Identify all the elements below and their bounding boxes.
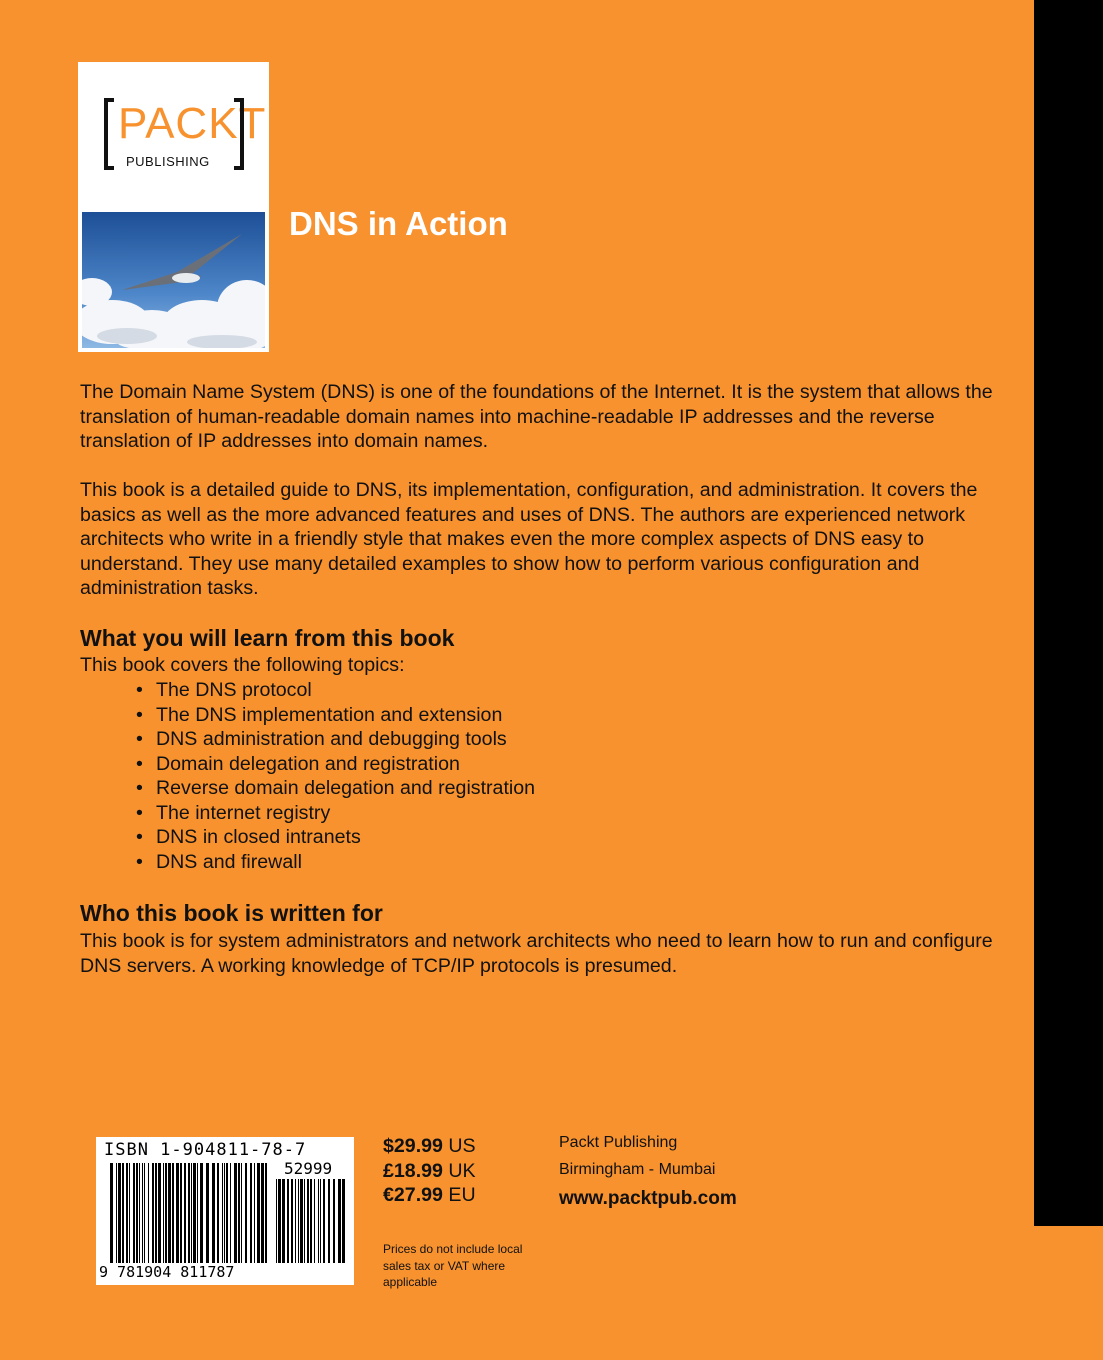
barcode-bar [129, 1163, 130, 1263]
barcode-bar [176, 1163, 179, 1263]
ean-number: 9 781904 811787 [99, 1263, 235, 1281]
barcode-addon-bars [276, 1179, 348, 1263]
barcode-bar [245, 1163, 247, 1263]
isbn-barcode [96, 1137, 354, 1285]
barcode-bar [282, 1179, 285, 1263]
barcode-bar [338, 1179, 341, 1263]
barcode-bar [265, 1163, 267, 1263]
topic-item: • DNS and firewall [136, 850, 535, 875]
barcode-bar [241, 1163, 242, 1263]
publisher-location: Birmingham - Mumbai [559, 1161, 716, 1178]
barcode-bar [318, 1179, 319, 1263]
barcode-bar [116, 1163, 117, 1263]
barcode-bar [238, 1163, 240, 1263]
barcode-bar [136, 1163, 138, 1263]
barcode-bar [250, 1163, 252, 1263]
barcode-bar [278, 1179, 281, 1263]
barcode-bar [234, 1163, 237, 1263]
barcode-bar [307, 1179, 309, 1263]
barcode-bar [254, 1163, 255, 1263]
barcode-bar [200, 1163, 203, 1263]
logo-subtitle: PUBLISHING [126, 154, 210, 169]
topic-item: • The internet registry [136, 801, 535, 826]
topic-item: • The DNS implementation and extension [136, 703, 535, 728]
barcode-bar [261, 1163, 264, 1263]
topic-item: • The DNS protocol [136, 678, 535, 703]
price-amount: £18.99 [383, 1159, 443, 1182]
barcode-bar [139, 1163, 140, 1263]
barcode-bar [291, 1179, 293, 1263]
seagull-sky-photo [82, 212, 265, 348]
packt-logo [104, 98, 267, 170]
publisher-url[interactable]: www.packtpub.com [559, 1188, 737, 1209]
price-currency: EU [448, 1184, 476, 1206]
logo-wordmark: PACKT [118, 99, 267, 148]
price-currency: UK [448, 1159, 476, 1182]
price-amount: $29.99 [383, 1135, 443, 1157]
barcode-bar [276, 1179, 277, 1263]
barcode-bar [230, 1163, 231, 1263]
barcode-bar [342, 1179, 345, 1263]
barcode-bar [226, 1163, 228, 1263]
intro-paragraph: The Domain Name System (DNS) is one of the foundations of the Internet. It is the system that allows the translation of human-readable domain names into machine-readable IP addresses and the reverse translation of IP addresses into domain names. [80, 381, 993, 452]
barcode-bar [118, 1163, 121, 1263]
barcode-bar [304, 1179, 305, 1263]
spine-strip [1034, 0, 1103, 1226]
barcode-bar [193, 1163, 196, 1263]
barcode-bar [300, 1179, 303, 1263]
barcode-bar [310, 1179, 312, 1263]
barcode-bar [295, 1179, 296, 1263]
topics-intro: This book covers the following topics: [80, 654, 405, 676]
price-note: Prices do not include local sales tax or VAT where applicable [383, 1242, 523, 1289]
barcode-bar [320, 1179, 321, 1263]
topic-item: • Domain delegation and registration [136, 752, 535, 777]
barcode-bar [197, 1163, 198, 1263]
book-title: DNS in Action [289, 205, 508, 242]
barcode-bar [287, 1179, 289, 1263]
topics-list [136, 678, 535, 874]
barcode-bar [191, 1163, 192, 1263]
barcode-bar [298, 1179, 299, 1263]
publisher-name: Packt Publishing [559, 1134, 678, 1151]
logo-bracket-left [104, 98, 114, 170]
audience-heading: Who this book is written for [80, 900, 383, 926]
barcode-bar [217, 1163, 219, 1263]
price-list [383, 1134, 476, 1208]
barcode-addon-number: 52999 [284, 1159, 333, 1178]
barcode-bar [224, 1163, 225, 1263]
description-paragraph: This book is a detailed guide to DNS, its implementation, configuration, and administration. It covers the basics as well as the more advanced features and uses of DNS. The authors are experienced network architects who write in a friendly style that makes even the more complex aspects of DNS easy to understand. They use many detailed examples to show how to perform various configuration and administration tasks. [80, 479, 978, 599]
barcode-bar [158, 1163, 161, 1263]
barcode-bar [328, 1179, 330, 1263]
barcode-bar [142, 1163, 143, 1263]
barcode-bar [180, 1163, 182, 1263]
barcode-bar [222, 1163, 223, 1263]
learn-heading: What you will learn from this book [80, 625, 455, 651]
barcode-bar [168, 1163, 171, 1263]
barcode-bar [163, 1163, 164, 1263]
topic-item: • Reverse domain delegation and registration [136, 776, 535, 801]
spine-bottom [1034, 1226, 1103, 1360]
topic-item: • DNS in closed intranets [136, 825, 535, 850]
barcode-bar [323, 1179, 325, 1263]
cover-thumbnail [78, 62, 269, 352]
barcode-bar [333, 1179, 335, 1263]
barcode-bar [155, 1163, 157, 1263]
topic-item: • DNS administration and debugging tools [136, 727, 535, 752]
barcode-bar [148, 1163, 149, 1263]
price-currency: US [448, 1135, 476, 1157]
barcode-bar [133, 1163, 135, 1263]
price-uk [383, 1159, 476, 1184]
barcode-bar [257, 1163, 260, 1263]
publisher-info [559, 1134, 737, 1215]
barcode-bar [172, 1163, 174, 1263]
audience-paragraph: This book is for system administrators and network architects who need to learn how to run and configure DNS servers. A working knowledge of TCP/IP protocols is presumed. [80, 930, 993, 977]
price-amount: €27.99 [383, 1184, 443, 1206]
price-us [383, 1134, 476, 1159]
barcode-bar [126, 1163, 128, 1263]
barcode-bar [212, 1163, 215, 1263]
barcode-bar [165, 1163, 167, 1263]
isbn-label: ISBN 1-904811-78-7 [104, 1140, 307, 1160]
barcode-bar [314, 1179, 315, 1263]
barcode-bar [152, 1163, 154, 1263]
barcode-bar [206, 1163, 209, 1263]
barcode-bar [144, 1163, 145, 1263]
barcode-bar [184, 1163, 186, 1263]
barcode-bars [110, 1163, 270, 1263]
barcode-bar [110, 1163, 113, 1263]
barcode-bar [188, 1163, 190, 1263]
logo-bracket-right [234, 98, 244, 170]
barcode-bar [122, 1163, 124, 1263]
price-eu [383, 1183, 476, 1208]
